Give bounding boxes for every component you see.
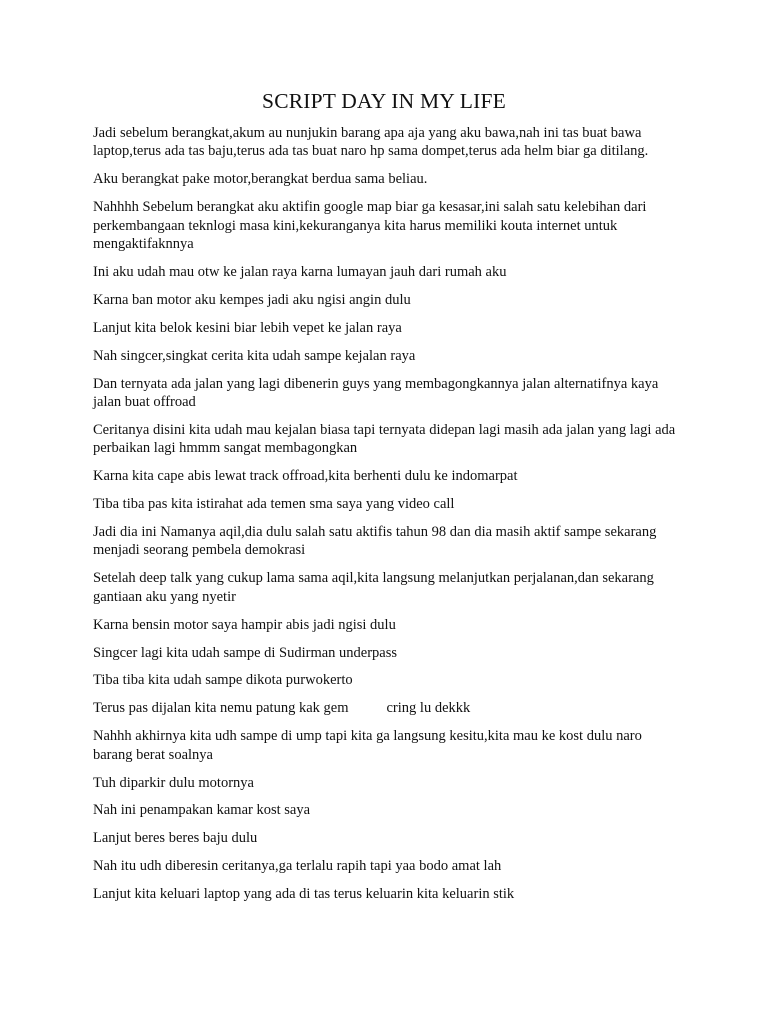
paragraph: Aku berangkat pake motor,berangkat berdua sama beliau. xyxy=(93,171,428,188)
paragraph: Tuh diparkir dulu motornya xyxy=(93,774,254,791)
paragraph: Nahhh akhirnya kita udh sampe di ump tapi kita ga langsung kesitu,kita mau ke kost dulu naro barang berat soalnya xyxy=(93,728,642,763)
paragraph-split-line xyxy=(93,699,683,717)
paragraph: Tiba tiba kita udah sampe dikota purwokerto xyxy=(93,672,353,689)
paragraph: Setelah deep talk yang cukup lama sama aqil,kita langsung melanjutkan perjalanan,dan sekarang gantiaan aku yang nyetir xyxy=(93,570,654,605)
paragraph: Karna kita cape abis lewat track offroad,kita berhenti dulu ke indomarpat xyxy=(93,468,518,485)
paragraph: Lanjut beres beres baju dulu xyxy=(93,830,258,847)
document-title: SCRIPT DAY IN MY LIFE xyxy=(262,89,506,113)
paragraph: Nahhhh Sebelum berangkat aku aktifin google map biar ga kesasar,ini salah satu kelebihan dari perkembangaan teknlogi masa kini,kekuranganya kita harus memiliki kouta internet untuk mengaktifaknnya xyxy=(93,199,647,253)
paragraph: Jadi dia ini Namanya aqil,dia dulu salah satu aktifis tahun 98 dan dia masih aktif sampe sekarang menjadi seorang pembela demokrasi xyxy=(93,524,657,559)
paragraph: Ceritanya disini kita udah mau kejalan biasa tapi ternyata didepan lagi masih ada jalan yang lagi ada perbaikan lagi hmmm sangat membagongkan xyxy=(93,421,676,457)
paragraph: Ini aku udah mau otw ke jalan raya karna lumayan jauh dari rumah aku xyxy=(93,263,507,280)
split-line-right: cring lu dekkk xyxy=(386,700,471,717)
paragraph: Tiba tiba pas kita istirahat ada temen sma saya yang video call xyxy=(93,496,455,513)
paragraph: Lanjut kita keluari laptop yang ada di tas terus keluarin kita keluarin stik xyxy=(93,886,515,903)
paragraph: Singcer lagi kita udah sampe di Sudirman underpass xyxy=(93,644,398,661)
paragraph: Nah ini penampakan kamar kost saya xyxy=(93,802,311,819)
document-body xyxy=(93,124,683,913)
paragraph: Nah singcer,singkat cerita kita udah sampe kejalan raya xyxy=(93,347,416,364)
paragraph: Nah itu udh diberesin ceritanya,ga terlalu rapih tapi yaa bodo amat lah xyxy=(93,858,502,875)
paragraph: Karna ban motor aku kempes jadi aku ngisi angin dulu xyxy=(93,291,411,308)
paragraph: Karna bensin motor saya hampir abis jadi ngisi dulu xyxy=(93,616,396,633)
paragraph: Jadi sebelum berangkat,akum au nunjukin barang apa aja yang aku bawa,nah ini tas buat bawa laptop,terus ada tas baju,terus ada tas buat naro hp sama dompet,terus ada helm biar ga ditilang. xyxy=(93,125,649,160)
split-line-left: Terus pas dijalan kita nemu patung kak gem xyxy=(93,700,349,717)
paragraph: Dan ternyata ada jalan yang lagi dibenerin guys yang membagongkannya jalan alternatifnya kaya jalan buat offroad xyxy=(93,375,659,410)
paragraph: Lanjut kita belok kesini biar lebih vepet ke jalan raya xyxy=(93,319,402,336)
